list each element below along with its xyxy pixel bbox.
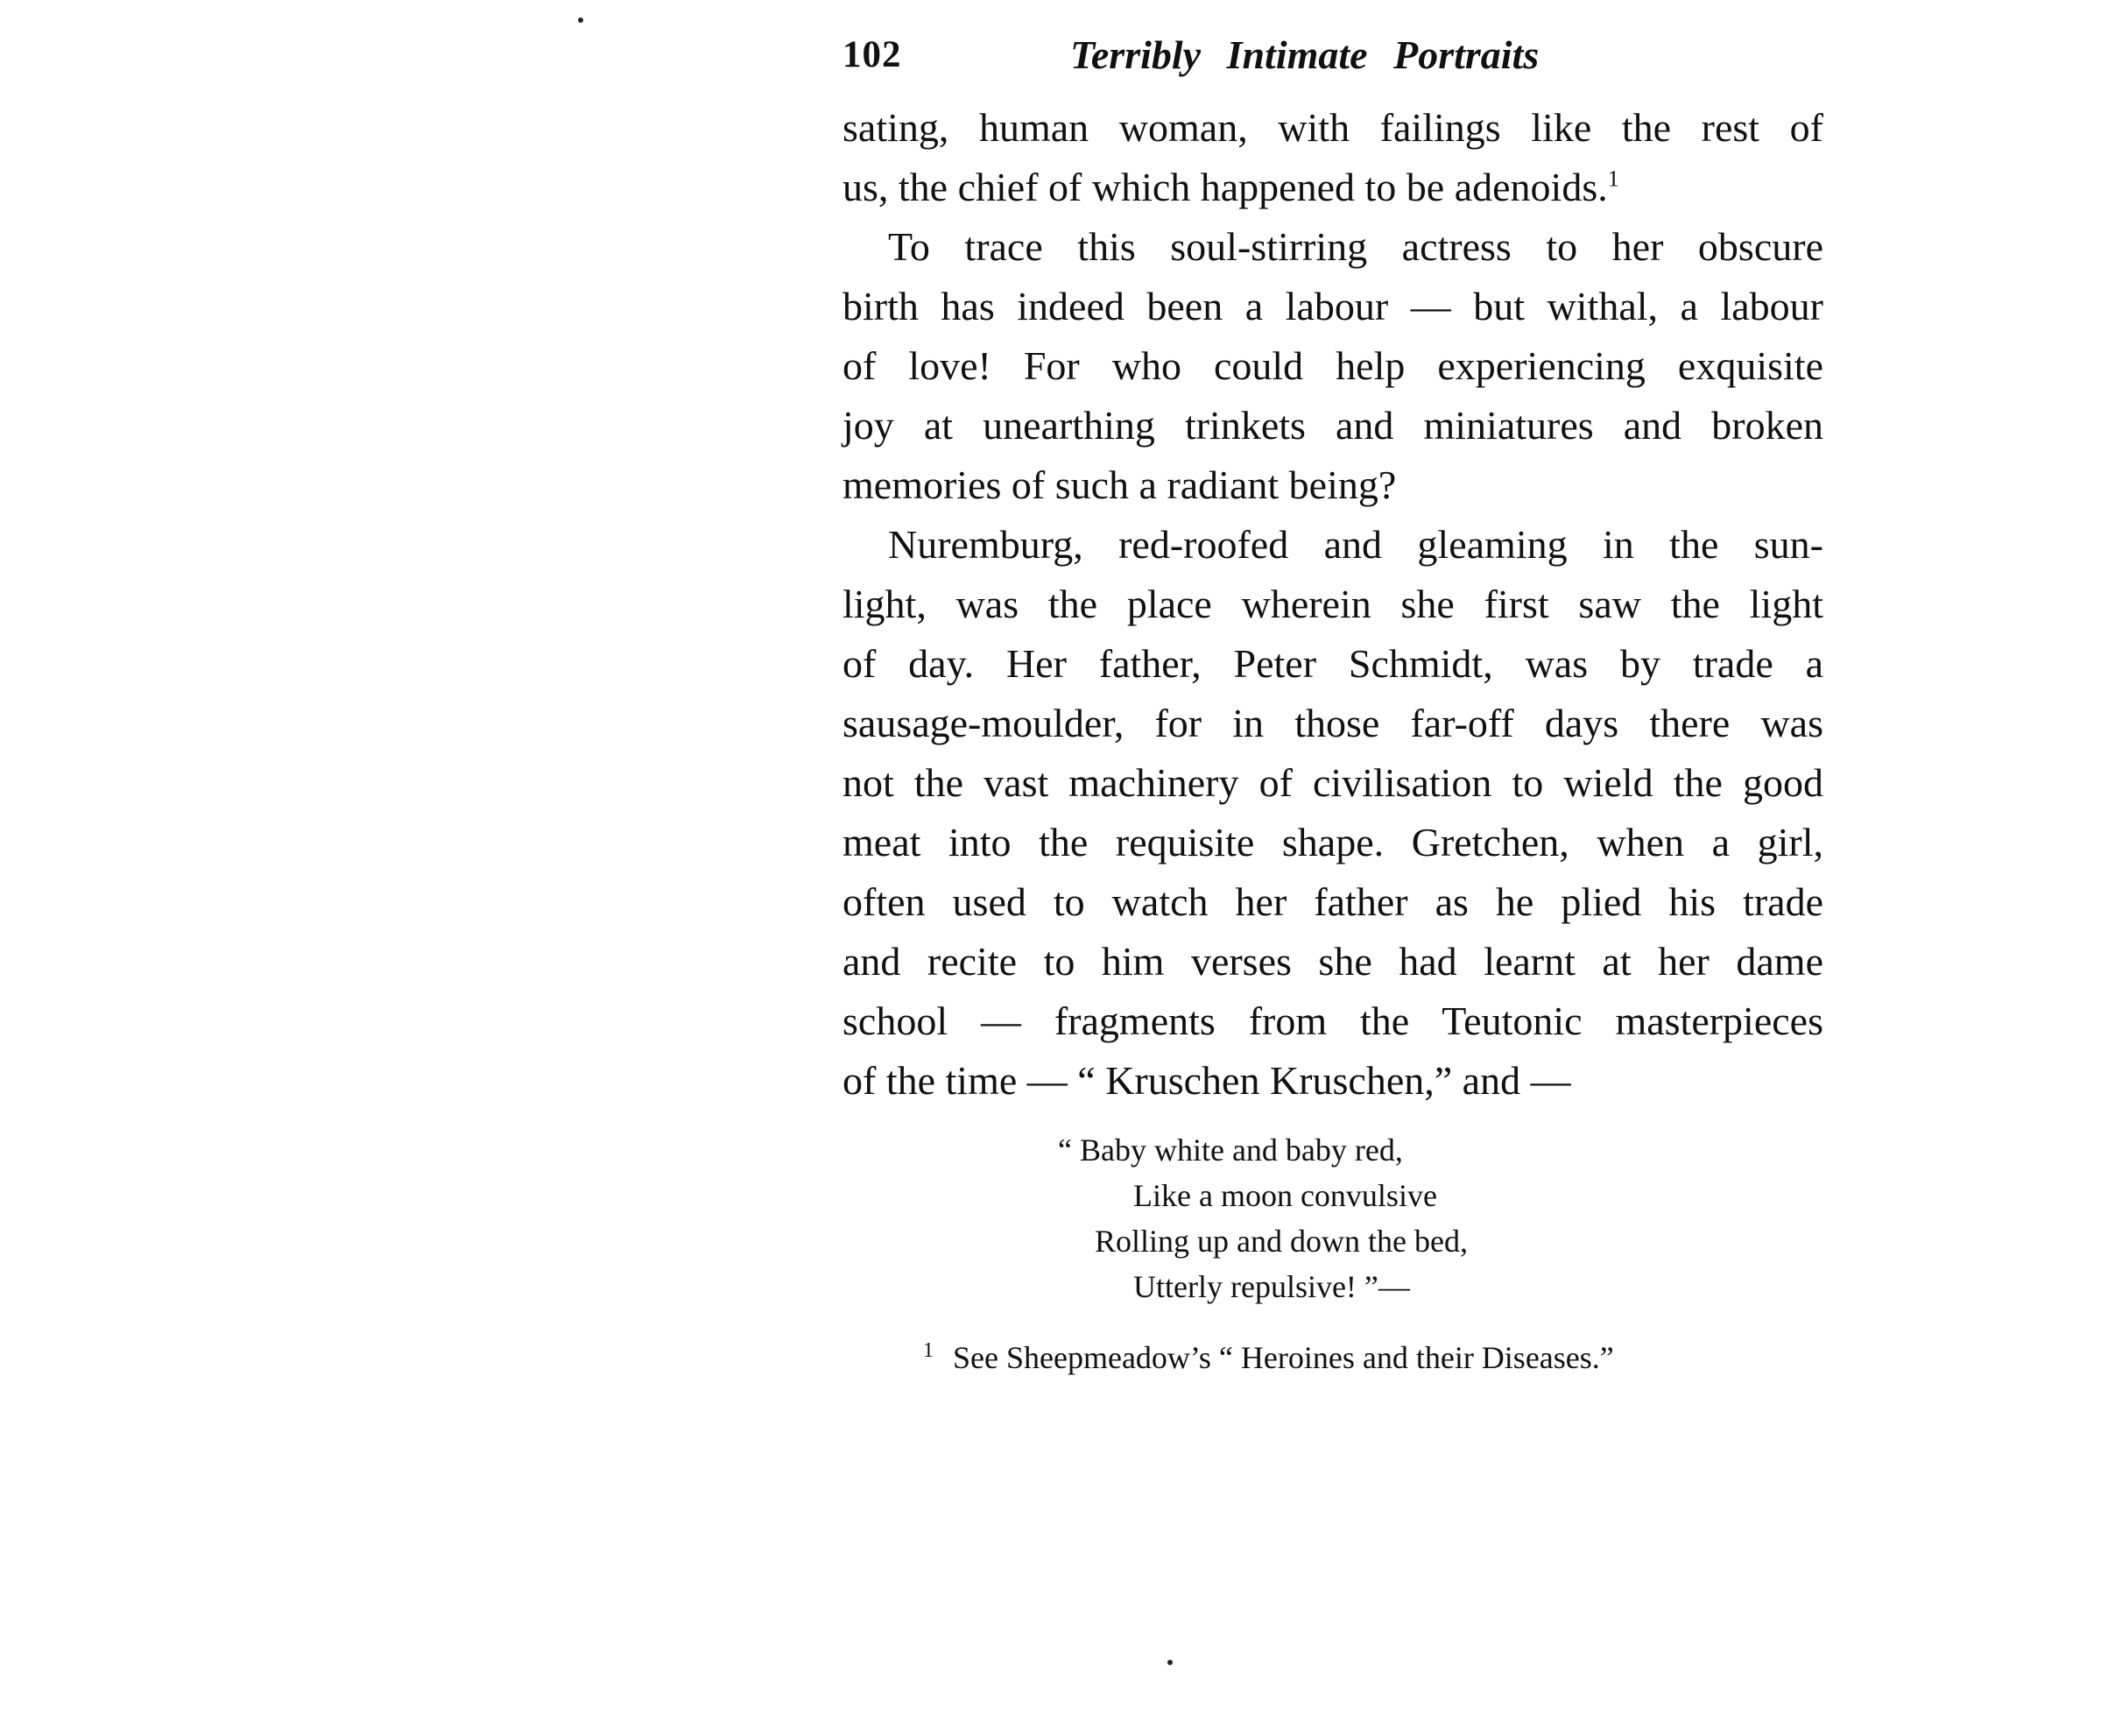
footnote-reference: 1 — [1607, 166, 1619, 192]
text-line: sating, human woman, with failings like the rest of — [842, 105, 1823, 150]
verse-line: Like a moon convulsive — [1133, 1178, 1437, 1213]
text-line: of love! For who could help experiencing exquisite — [842, 343, 1823, 388]
verse-line: “ Baby white and baby red, — [1058, 1133, 1403, 1168]
scan-speck — [578, 18, 583, 23]
footnote — [923, 1328, 1614, 1380]
verse-line: Rolling up and down the bed, — [1095, 1224, 1468, 1259]
text-line: light, was the place wherein she first saw the light — [842, 582, 1823, 626]
text-line: of day. Her father, Peter Schmidt, was by trade a — [842, 641, 1823, 686]
verse-quote — [1058, 1127, 1583, 1309]
page-header — [842, 25, 1823, 86]
text-line: and recite to him verses she had learnt at her dame — [842, 939, 1823, 984]
text-line-content: us, the chief of which happened to be adenoids. — [842, 165, 1608, 209]
text-line: To trace this soul-stirring actress to her obscure — [888, 224, 1823, 269]
text-line: memories of such a radiant being? — [842, 462, 1397, 507]
text-line: not the vast machinery of civilisation to wield the good — [842, 760, 1823, 805]
scan-speck — [1167, 1660, 1173, 1665]
text-line: of the time — “ Kruschen Kruschen,” and — — [842, 1058, 1571, 1103]
text-line: birth has indeed been a labour — but withal, a labour — [842, 284, 1823, 328]
body-text — [842, 98, 1823, 1111]
text-line: meat into the requisite shape. Gretchen, when a girl, — [842, 820, 1823, 864]
text-line: sausage-moulder, for in those far-off days there was — [842, 701, 1823, 745]
page-number: 102 — [842, 34, 902, 75]
footnote-text: See Sheepmeadow’s “ Heroines and their Diseases.” — [953, 1340, 1614, 1375]
text-line: often used to watch her father as he plied his trade — [842, 879, 1823, 924]
text-line: Nuremburg, red-roofed and gleaming in the sun- — [888, 522, 1823, 567]
text-line: joy at unearthing trinkets and miniatures and broken — [842, 403, 1823, 448]
footnote-marker: 1 — [923, 1339, 934, 1362]
running-title: Terribly Intimate Portraits — [1070, 32, 1540, 77]
text-line — [842, 158, 1823, 217]
verse-line: Utterly repulsive! ”— — [1133, 1269, 1410, 1304]
text-line: school — fragments from the Teutonic masterpieces — [842, 999, 1823, 1043]
